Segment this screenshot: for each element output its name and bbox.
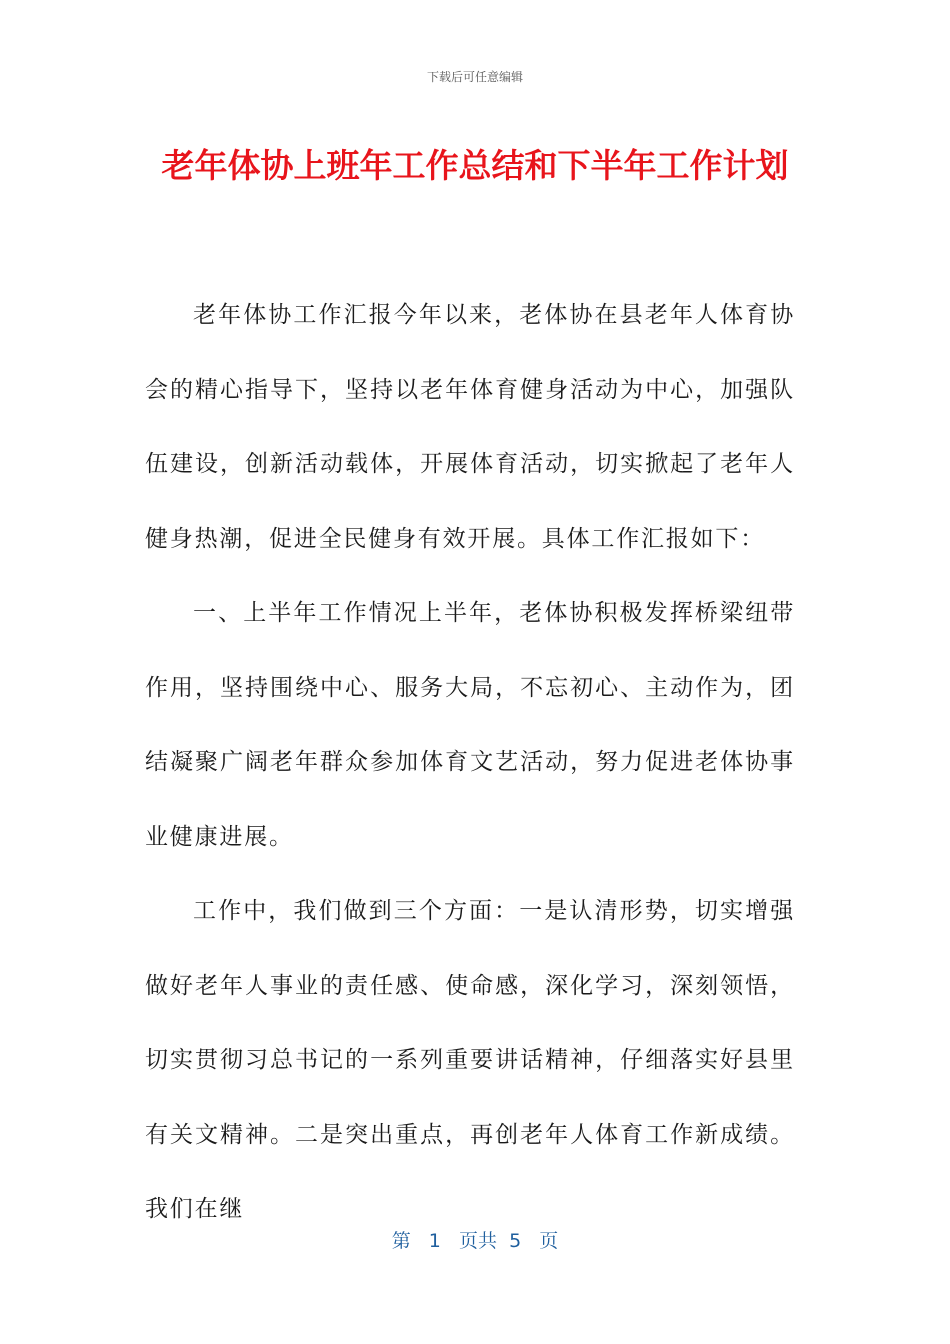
paragraph: 一、上半年工作情况上半年，老体协积极发挥桥梁纽带作用，坚持围绕中心、服务大局，不忘初心、主动作为，团结凝聚广阔老年群众参加体育文艺活动，努力促进老体协事业健康进展。 <box>145 600 795 850</box>
header-note: 下载后可任意编辑 <box>426 70 523 84</box>
document-body <box>145 278 795 1247</box>
document-title: 老年体协上班年工作总结和下半年工作计划 <box>161 146 789 185</box>
page-footer: 第 1 页共 5 页 <box>391 1230 559 1252</box>
paragraph: 工作中，我们做到三个方面：一是认清形势，切实增强做好老年人事业的责任感、使命感，深化学习，深刻领悟，切实贯彻习总书记的一系列重要讲话精神，仔细落实好县里有关文精神。二是突出重点，再创老年人体育工作新成绩。我们在继 <box>145 898 795 1222</box>
paragraph: 老年体协工作汇报今年以来，老体协在县老年人体育协会的精心指导下，坚持以老年体育健身活动为中心，加强队伍建设，创新活动载体，开展体育活动，切实掀起了老年人健身热潮，促进全民健身有效开展。具体工作汇报如下： <box>145 302 795 552</box>
